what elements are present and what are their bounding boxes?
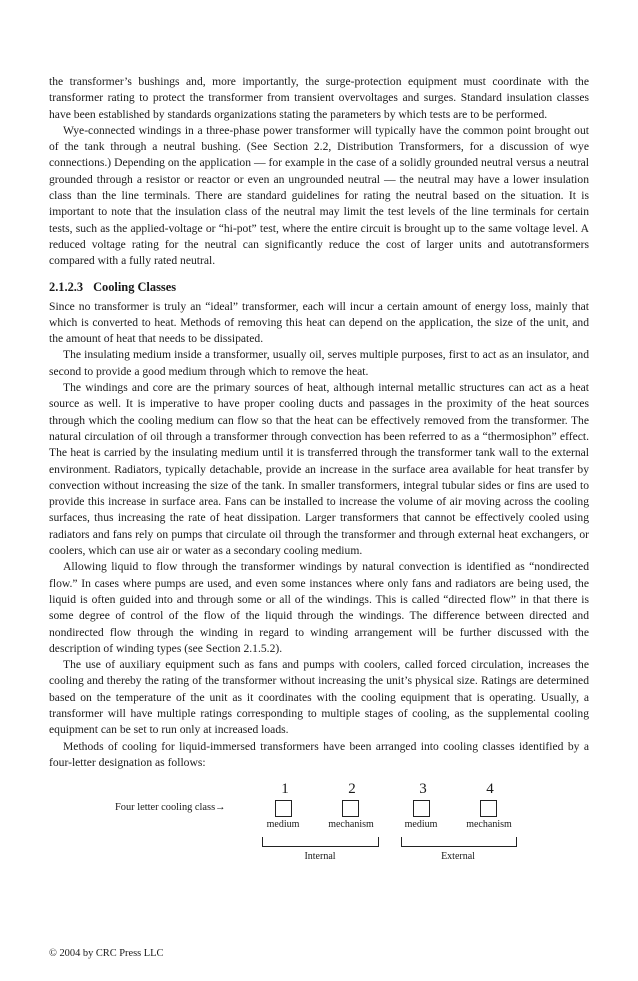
position-sublabel: medium	[404, 819, 438, 831]
paragraph: Since no transformer is truly an “ideal” transformer, each will incur a certain amount of energy loss, mainly that which is converted to heat. Methods of removing this heat can depend on the application, the size of the unit, and the amount of heat that needs to be dissipated.	[49, 299, 589, 346]
position-sublabel: medium	[266, 819, 300, 831]
paragraph: The windings and core are the primary sources of heat, although internal metallic structures can act as a heat source as well. It is imperative to have proper cooling ducts and passages in the proximity of the heat sources through which the cooling medium can flow so that the heat can be effectively removed from the transformer. The natural circulation of oil through a transformer through convection has been referred to as a “thermosiphon” effect. The heat is carried by the insulating medium until it is transferred through the transformer tank wall to the external environment. Radiators, typically detachable, provide an increase in the surface area available for heat transfer by convection without increasing the size of the tank. In smaller transformers, integral tubular sides or fins are used to provide this increase in surface area. Fans can be installed to increase the volume of air moving across the cooling surfaces, thus increasing the rate of heat dissipation. Larger transformers that cannot be effectively cooled using radiators and fans rely on pumps that circulate oil through the transformer and through external heat exchangers, or coolers, which can use air or water as a secondary cooling medium.	[49, 381, 589, 558]
position-sublabel: mechanism	[466, 819, 512, 831]
section-number: 2.1.2.3	[49, 279, 84, 294]
internal-bracket	[262, 837, 379, 847]
paragraph: Methods of cooling for liquid-immersed transformers have been arranged into cooling classes identified by a four-letter designation as follows:	[49, 739, 589, 769]
group-label-internal: Internal	[304, 851, 336, 863]
paragraph: Allowing liquid to flow through the transformer windings by natural convection is identified as “nondirected flow.” In cases where pumps are used, and even some instances where only fans and radiators are being used, the liquid is often guided into and through some or all of the windings. This is called “directed flow” in that there is some degree of control of the flow of the liquid through the windings. The difference between directed and nondirected flow through the winding in regard to winding arrangement will be further discussed with the description of winding types (see Section 2.1.5.2).	[49, 560, 589, 655]
letter-box	[342, 800, 359, 817]
position-number: 3	[419, 781, 427, 798]
paragraph: Wye-connected windings in a three-phase power transformer will typically have the common point brought out of the tank through a neutral bushing. (See Section 2.2, Distribution Transformers, for a discussion of wye connections.) Depending on the application — for example in the case of a solidly grounded neutral versus a neutral grounded through a resistor or reactor or even an ungrounded neutral — the neutral may have a lower insulation class than the line terminals. There are standard guidelines for rating the neutral based on the situation. It is important to note that the insulation class of the neutral may limit the test levels of the line terminals for certain tests, such as the applied-voltage or “hi-pot” test, where the entire circuit is brought up to the same voltage level. A reduced voltage rating for the neutral can significantly reduce the cost of larger units and autotransformers compared with a fully rated neutral.	[49, 123, 589, 268]
paragraph: The insulating medium inside a transformer, usually oil, serves multiple purposes, first to act as an insulator, and second to provide a good medium through which to remove the heat.	[49, 348, 589, 378]
paragraph: the transformer’s bushings and, more importantly, the surge-protection equipment must coordinate with the transformer rating to protect the transformer from transient overvoltages and surges. Standard insulation classes have been established by standards organizations stating the parameters by which tests are to be performed.	[49, 75, 589, 121]
section-title: Cooling Classes	[93, 279, 177, 294]
section-heading	[49, 279, 589, 295]
document-page	[49, 74, 589, 891]
copyright-footer: © 2004 by CRC Press LLC	[49, 948, 164, 959]
diagram-caption: Four letter cooling class→	[115, 802, 226, 814]
cooling-class-diagram	[49, 779, 589, 891]
letter-box	[413, 800, 430, 817]
position-number: 1	[281, 781, 289, 798]
paragraph: The use of auxiliary equipment such as fans and pumps with coolers, called forced circulation, increases the cooling and thereby the rating of the transformer without increasing the unit’s physical size. Ratings are determined based on the temperature of the unit as it coordinates with the cooling equipment that is operating. Usually, a transformer will have multiple ratings corresponding to multiple stages of cooling, as the supplemental cooling equipment can be set to run only at increased loads.	[49, 658, 589, 737]
position-sublabel: mechanism	[328, 819, 374, 831]
letter-box	[480, 800, 497, 817]
position-number: 2	[348, 781, 356, 798]
position-number: 4	[486, 781, 494, 798]
external-bracket	[401, 837, 517, 847]
letter-box	[275, 800, 292, 817]
group-label-external: External	[441, 851, 475, 863]
